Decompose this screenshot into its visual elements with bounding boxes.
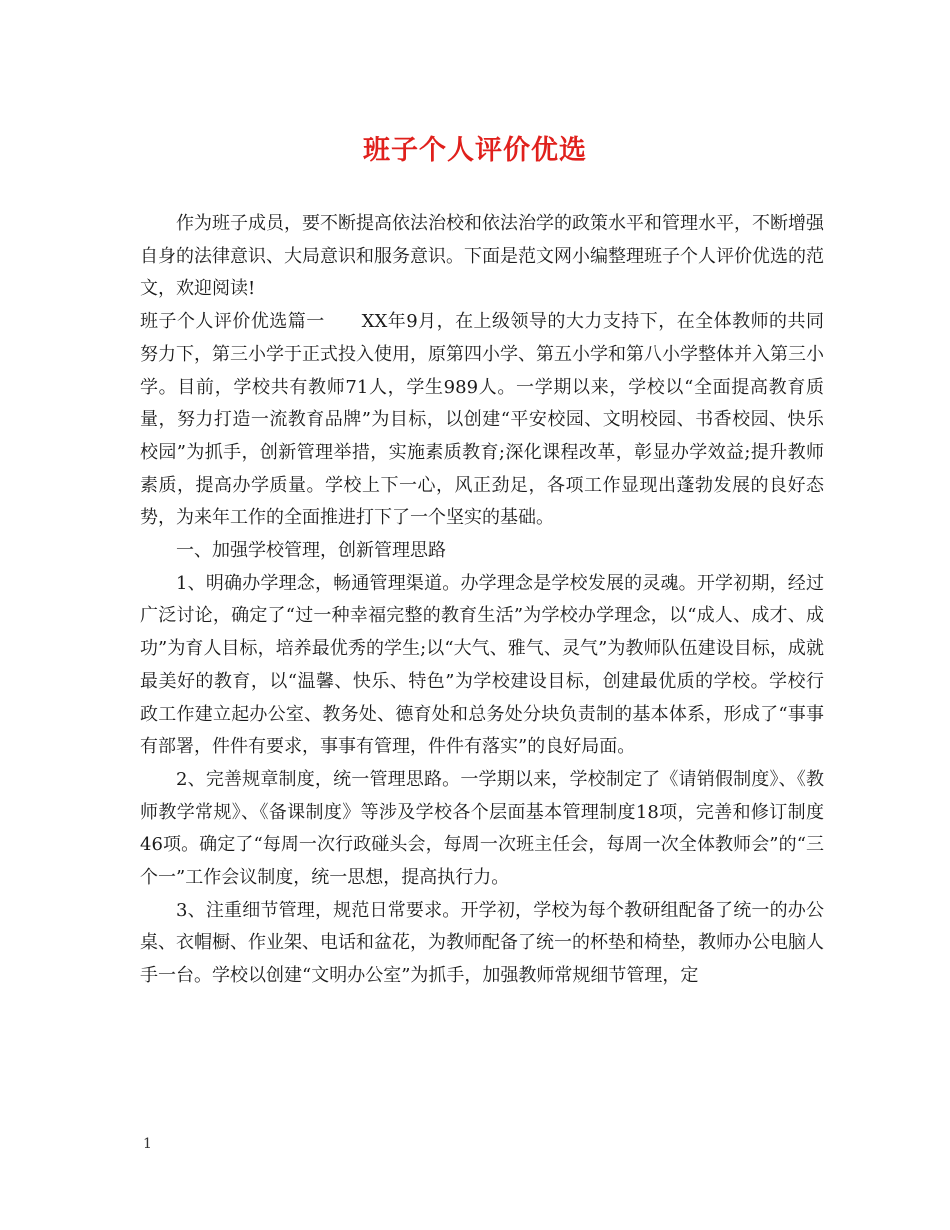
item-two-paragraph: 2、完善规章制度，统一管理思路。一学期以来，学校制定了《请销假制度》、《教师教学常规》、《备课制度》等涉及学校各个层面基本管理制度18项，完善和修订制度46项。确定了“每周一次行政碰头会，每周一次班主任会，每周一次全体教师会”的“三个一”工作会议制度，统一思想，提高执行力。 [140, 768, 824, 889]
heading-paragraph: 一、加强学校管理，创新管理思路 [176, 540, 446, 562]
intro-paragraph: 作为班子成员，要不断提高依法治校和依法治学的政策水平和管理水平，不断增强自身的法律意识、大局意识和服务意识。下面是范文网小编整理班子个人评价优选的范文，欢迎阅读! [140, 213, 824, 300]
item-one-paragraph: 1、明确办学理念，畅通管理渠道。办学理念是学校发展的灵魂。开学初期，经过广泛讨论，确定了“过一种幸福完整的教育生活”为学校办学理念，以“成人、成才、成功”为育人目标，培养最优秀的学生;以“大气、雅气、灵气”为教师队伍建设目标，成就最美好的教育，以“温馨、快乐、特色”为学校建设目标，创建最优质的学校。学校行政工作建立起办公室、教务处、德育处和总务处分块负责制的基本体系，形成了“事事有部署，件件有要求，事事有管理，件件有落实”的良好局面。 [140, 572, 824, 758]
page-number: 1 [143, 1136, 152, 1152]
document-body [140, 208, 824, 993]
section-one-paragraph: 班子个人评价优选篇一 XX年9月，在上级领导的大力支持下，在全体教师的共同努力下，第三小学于正式投入使用，原第四小学、第五小学和第八小学整体并入第三小学。目前，学校共有教师71人，学生989人。一学期以来，学校以“全面提高教育质量，努力打造一流教育品牌”为目标，以创建“平安校园、文明校园、书香校园、快乐校园”为抓手，创新管理举措，实施素质教育;深化课程改革，彰显办学效益;提升教师素质，提高办学质量。学校上下一心，风正劲足，各项工作显现出蓬勃发展的良好态势，为来年工作的全面推进打下了一个坚实的基础。 [140, 311, 824, 529]
item-three-paragraph: 3、注重细节管理，规范日常要求。开学初，学校为每个教研组配备了统一的办公桌、衣帽橱、作业架、电话和盆花，为教师配备了统一的杯垫和椅垫，教师办公电脑人手一台。学校以创建“文明办公室”为抓手，加强教师常规细节管理，定 [140, 899, 824, 987]
document-title: 班子个人评价优选 [363, 135, 587, 166]
